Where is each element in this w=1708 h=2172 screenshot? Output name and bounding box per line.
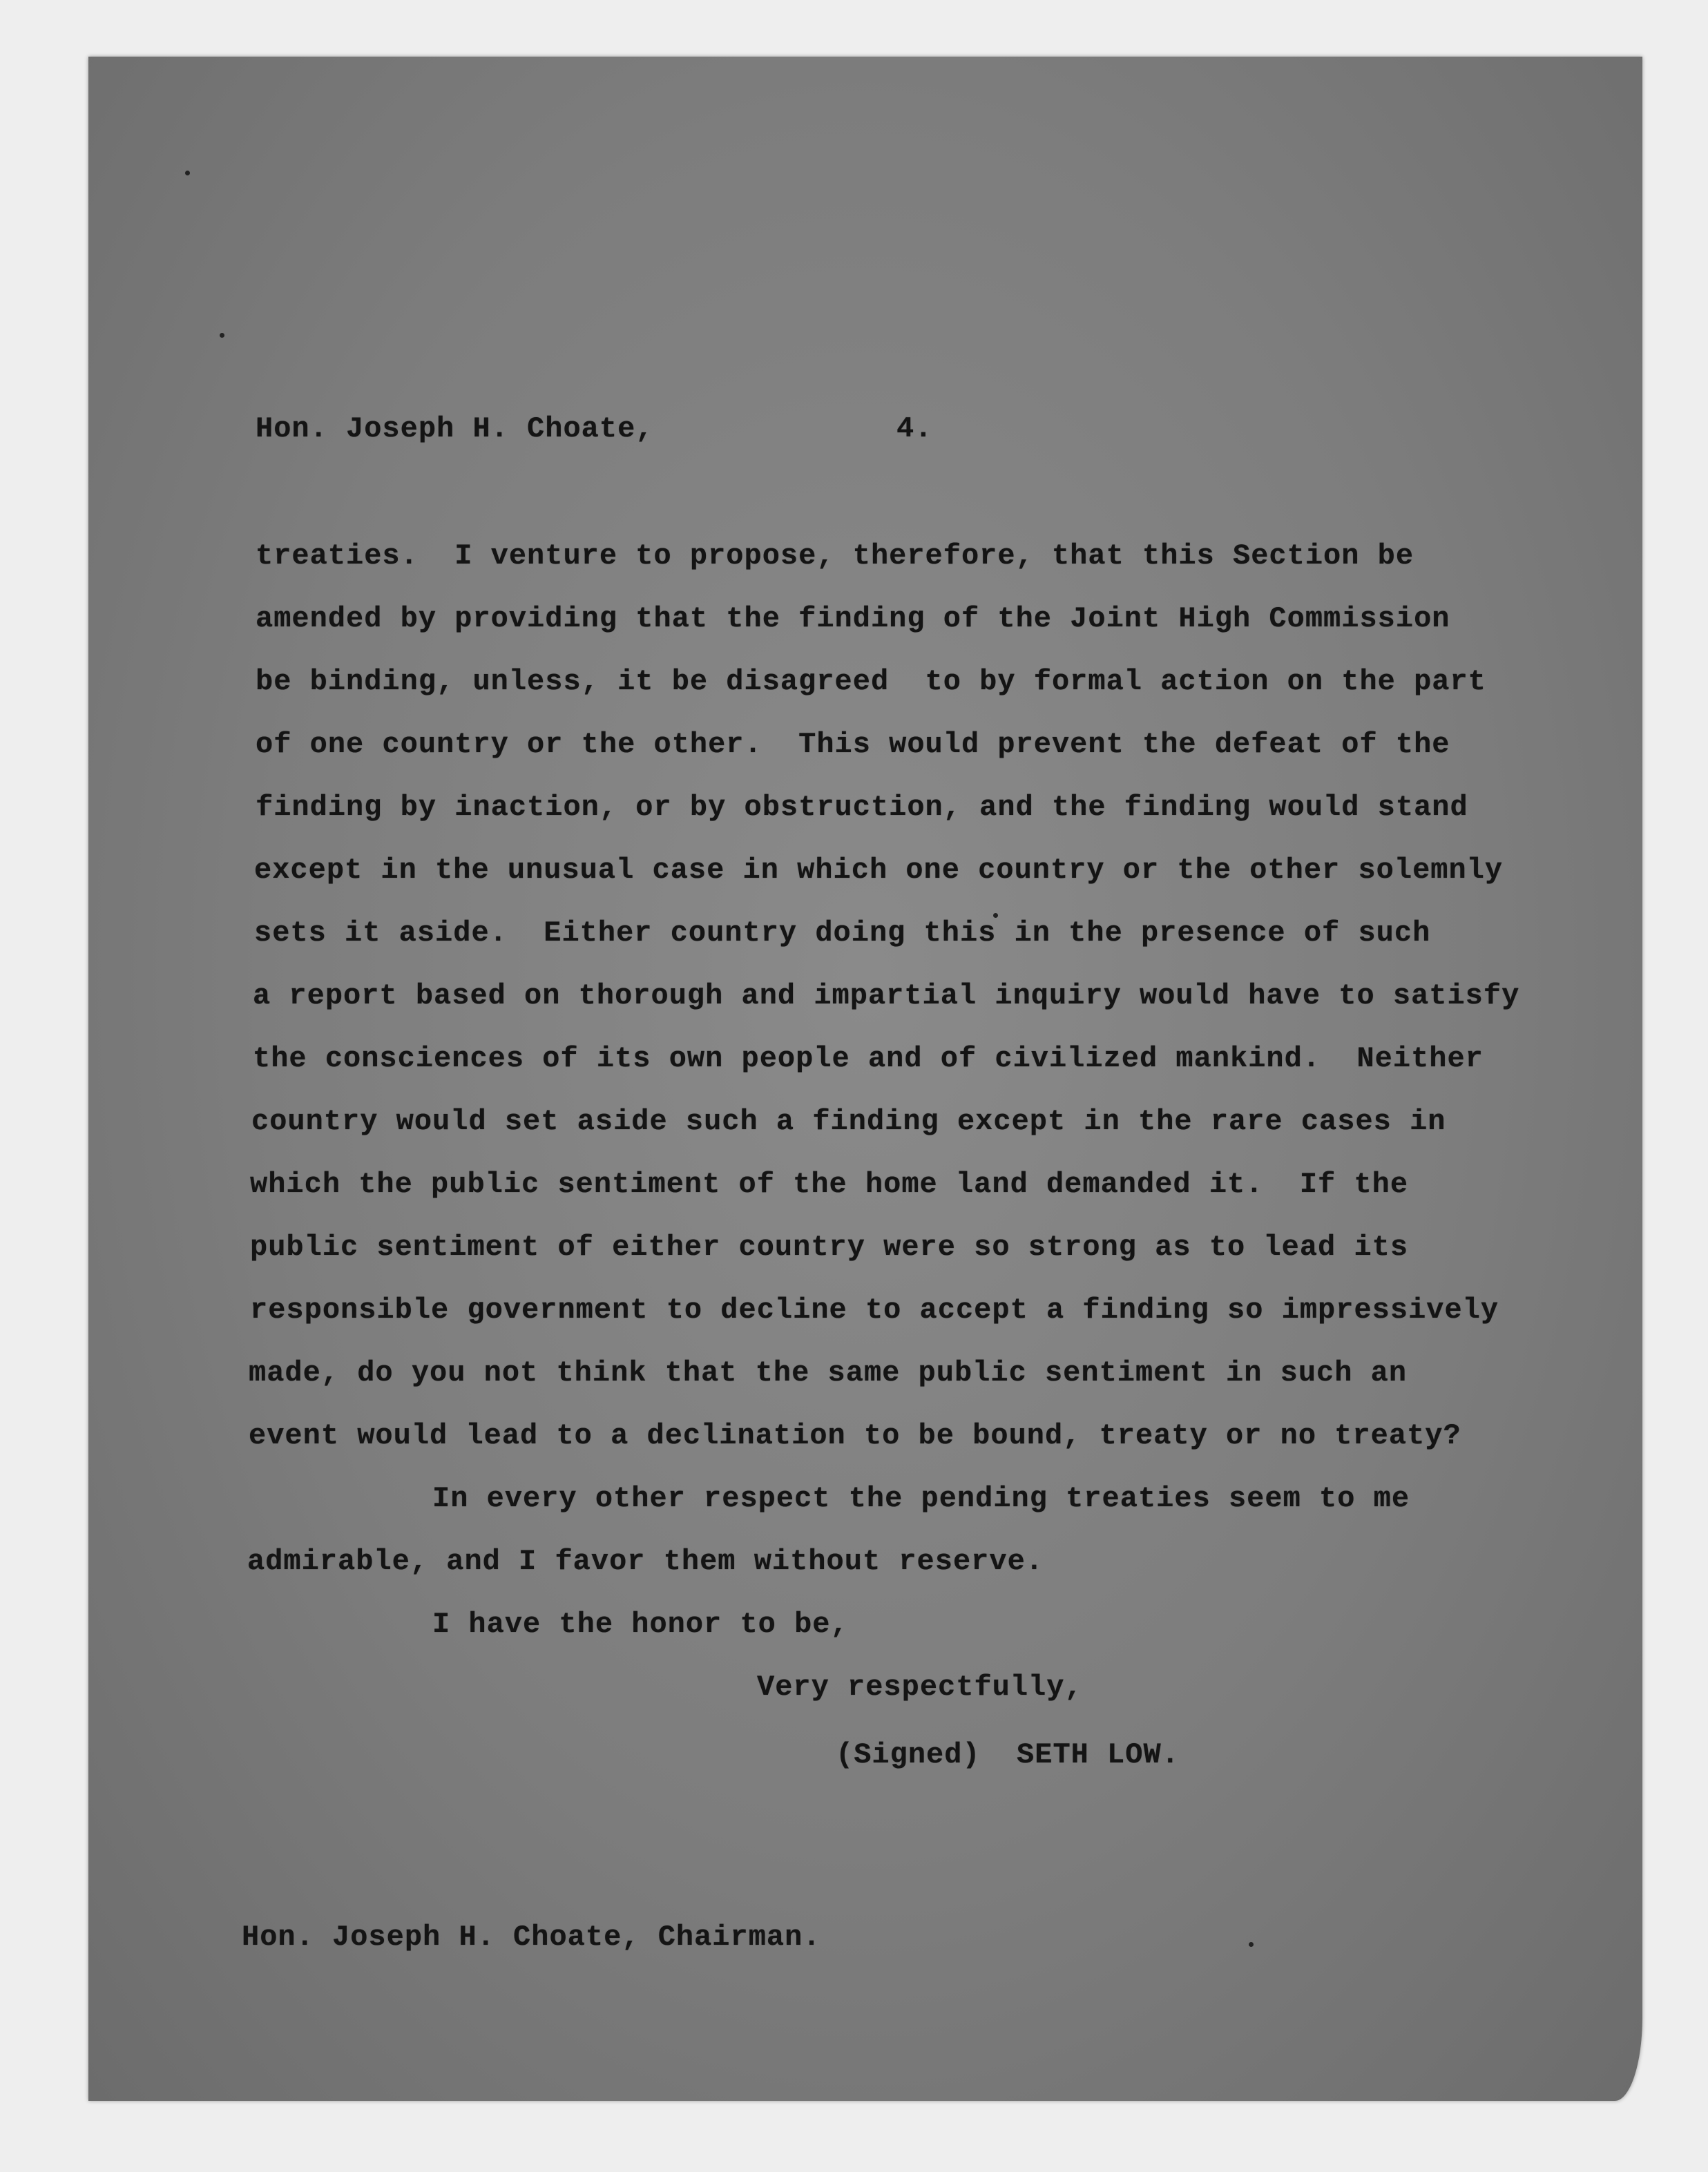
- ink-speck: [220, 333, 224, 338]
- body-line: the consciences of its own people and of civilized mankind. Neither: [253, 1042, 1484, 1075]
- body-line: made, do you not think that the same public sentiment in such an: [249, 1356, 1408, 1390]
- signature: (Signed) SETH LOW.: [836, 1738, 1180, 1771]
- body-line: a report based on thorough and impartial inquiry would have to satisfy: [253, 979, 1520, 1012]
- body-line: except in the unusual case in which one country or the other solemnly: [254, 854, 1504, 887]
- ink-speck: [185, 171, 190, 175]
- body-line: amended by providing that the finding of the Joint High Commission: [256, 602, 1450, 635]
- complimentary-close: Very respectfully,: [757, 1671, 1083, 1704]
- body-line: be binding, unless, it be disagreed to by formal action on the part: [256, 665, 1486, 698]
- footer-addressee: Hon. Joseph H. Choate, Chairman.: [242, 1921, 821, 1954]
- body-line: country would set aside such a finding except in the rare cases in: [251, 1105, 1446, 1138]
- salutation: I have the honor to be,: [432, 1608, 849, 1641]
- body-line: event would lead to a declination to be bound, treaty or no treaty?: [249, 1419, 1461, 1452]
- body-line: which the public sentiment of the home land demanded it. If the: [250, 1168, 1409, 1201]
- closing-paragraph-line: admirable, and I favor them without reserve.: [247, 1545, 1044, 1578]
- closing-paragraph-line: In every other respect the pending treaties seem to me: [432, 1482, 1410, 1515]
- body-line: of one country or the other. This would prevent the defeat of the: [256, 728, 1450, 761]
- body-line: sets it aside. Either country doing this in the presence of such: [254, 916, 1431, 950]
- ink-speck: [1249, 1942, 1254, 1947]
- body-line: responsible government to decline to accept a finding so impressively: [250, 1294, 1499, 1327]
- body-line: finding by inaction, or by obstruction, and the finding would stand: [256, 791, 1468, 824]
- body-line: public sentiment of either country were so strong as to lead its: [250, 1231, 1409, 1264]
- header-addressee: Hon. Joseph H. Choate,: [256, 412, 654, 445]
- page-number: 4.: [896, 412, 933, 445]
- letter-page: [88, 57, 1642, 2101]
- body-line: treaties. I venture to propose, therefore, that this Section be: [256, 539, 1414, 573]
